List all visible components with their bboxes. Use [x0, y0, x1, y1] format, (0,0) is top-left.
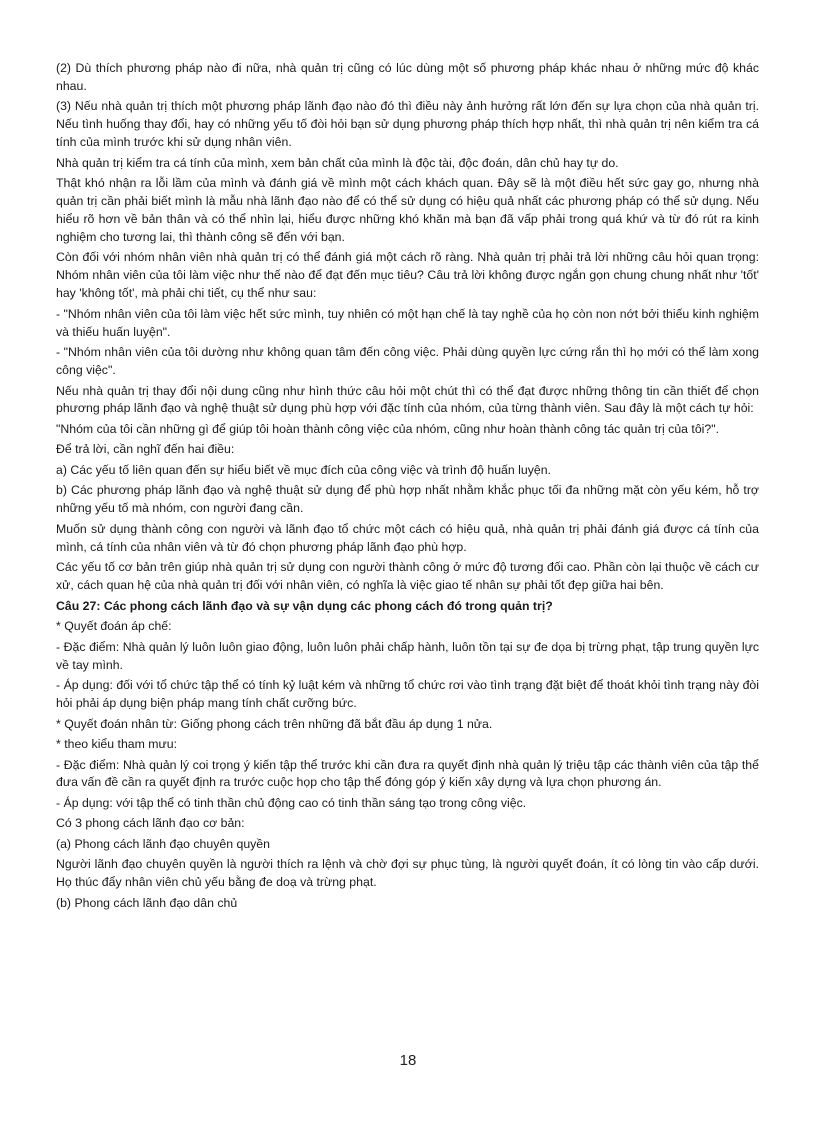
paragraph: a) Các yếu tố liên quan đến sự hiểu biết về mục đích của công việc và trình độ huấn luyện.: [56, 462, 551, 477]
paragraph: - Đặc điểm: Nhà quản lý luôn luôn giao động, luôn luôn phải chấp hành, luôn tồn tại sự đe dọa bị trừng phạt, tập trung quyền lực về tay mình.: [56, 639, 759, 672]
paragraph: Còn đối với nhóm nhân viên nhà quản trị có thể đánh giá một cách rõ ràng. Nhà quản trị phải trả lời những câu hỏi quan trọng: Nhóm nhân viên của tôi làm việc như thế nào để đạt đến mục tiêu? Câu trả lời không được ngắn gọn chung chung nhất như 'tốt' hay 'không tốt', mà phải chi tiết, cụ thể như sau:: [56, 250, 759, 301]
paragraph: (3) Nếu nhà quản trị thích một phương pháp lãnh đạo nào đó thì điều này ảnh hưởng rất lớn đến sự lựa chọn của nhà quản trị. Nếu tình huống thay đổi, hay có những yếu tố đòi hỏi bạn sử dụng phương pháp thích hợp nhất, thì nhà quản trị nên kiểm tra cá tính của mình trước khi sử dụng nhân viên.: [56, 99, 759, 150]
paragraph: - Áp dụng: đối với tổ chức tập thể có tính kỷ luật kém và những tổ chức rơi vào tình trạng đặt biệt để thoát khỏi tình trạng này đòi hỏi phải áp dụng biện pháp mang tính chất cưỡng bức.: [56, 678, 759, 710]
paragraph: b) Các phương pháp lãnh đạo và nghệ thuật sử dụng để phù hợp nhất nhằm khắc phục tối đa những mặt còn yếu kém, hỗ trợ những yếu tố mà nhóm, con người đang cần.: [56, 483, 759, 516]
paragraph: Thật khó nhận ra lỗi lầm của mình và đánh giá về mình một cách khách quan. Đây sẽ là một điều hết sức gay go, nhưng nhà quản trị cần phải biết mình là mẫu nhà lãnh đạo nào để có thể sử dụng có hiệu quả nhất các phương pháp có thể sử dụng. Nếu hiểu rõ hơn về bản thân và có thể nhìn lại, hiểu được những khó khăn mà bạn đã vấp phải trong quá khứ và từ đó rút ra kinh nghiệm cho tương lai, thì thành công sẽ đến với bạn.: [56, 176, 759, 244]
section-heading: Câu 27: Các phong cách lãnh đạo và sự vận dụng các phong cách đó trong quản trị?: [56, 598, 553, 613]
paragraph: Để trả lời, cần nghĩ đến hai điều:: [56, 442, 235, 457]
paragraph: (a) Phong cách lãnh đạo chuyên quyền: [56, 836, 270, 851]
paragraph: - "Nhóm nhân viên của tôi dường như không quan tâm đến công việc. Phải dùng quyền lực cứng rắn thì họ mới có thể làm xong công việc".: [56, 345, 759, 378]
paragraph: * Quyết đoán nhân từ: Giống phong cách trên những đã bắt đầu áp dụng 1 nửa.: [56, 716, 493, 731]
paragraph: - "Nhóm nhân viên của tôi làm việc hết sức mình, tuy nhiên có một hạn chế là tay nghề của họ còn non nớt bởi thiếu kinh nghiệm và thiếu huấn luyện".: [56, 306, 759, 339]
paragraph: Các yếu tố cơ bản trên giúp nhà quản trị sử dụng con người thành công ở mức độ tương đối cao. Phần còn lại thuộc về cách cư xử, cách quan hệ của nhà quản trị đối với nhân viên, có nghĩa là việc giao tế nhân sự phải tốt đẹp giữa hai bên.: [56, 560, 759, 593]
paragraph: Muốn sử dụng thành công con người và lãnh đạo tổ chức một cách có hiệu quả, nhà quản trị phải đánh giá được cá tính của mình, cá tính của nhân viên và từ đó chọn phương pháp lãnh đạo phù hợp.: [56, 521, 759, 554]
paragraph: * Quyết đoán áp chế:: [56, 619, 172, 634]
paragraph: (2) Dù thích phương pháp nào đi nữa, nhà quản trị cũng có lúc dùng một số phương pháp khác nhau ở những mức độ khác nhau.: [56, 61, 759, 93]
document-page: [56, 60, 759, 915]
paragraph: Có 3 phong cách lãnh đạo cơ bản:: [56, 816, 245, 831]
paragraph: Nhà quản trị kiểm tra cá tính của mình, xem bản chất của mình là độc tài, độc đoán, dân chủ hay tự do.: [56, 155, 619, 170]
paragraph: "Nhóm của tôi cần những gì để giúp tôi hoàn thành công việc của nhóm, cũng như hoàn thành công tác quản trị của tôi?".: [56, 421, 720, 436]
paragraph: - Đặc điểm: Nhà quản lý coi trọng ý kiến tập thể trước khi cần đưa ra quyết định nhà quản lý triệu tập các thành viên của tập thể đưa vấn đề cần ra quyết định ra trước cuộc họp cho tập thể đóng góp ý kiến xây dựng và lựa chọn phương án.: [56, 757, 759, 790]
paragraph: (b) Phong cách lãnh đạo dân chủ: [56, 895, 238, 910]
paragraph: - Áp dụng: với tập thể có tinh thần chủ động cao có tinh thần sáng tạo trong công việc.: [56, 795, 527, 810]
paragraph: Người lãnh đạo chuyên quyền là người thích ra lệnh và chờ đợi sự phục tùng, là người quyết đoán, ít có lòng tin vào cấp dưới. Họ thúc đẩy nhân viên chủ yếu bằng đe doạ và trừng phạt.: [56, 857, 759, 890]
paragraph: * theo kiểu tham mưu:: [56, 737, 178, 751]
page-number: 18: [399, 1052, 417, 1069]
paragraph: Nếu nhà quản trị thay đổi nội dung cũng như hình thức câu hỏi một chút thì có thể đạt được những thông tin cần thiết để chọn phương pháp lãnh đạo và nghệ thuật sử dụng phù hợp với đặc tính của nhóm, của từng thành viên. Sau đây là một cách tự hỏi:: [56, 383, 759, 416]
